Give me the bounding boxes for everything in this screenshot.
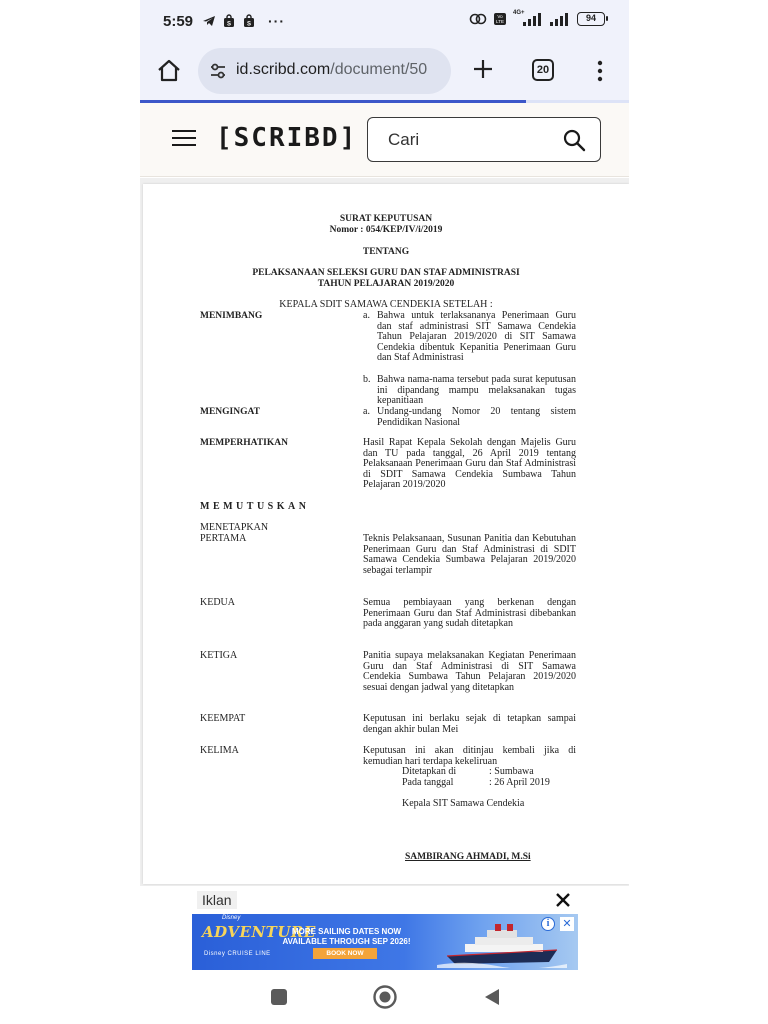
signature-date-key: Pada tanggal (402, 777, 454, 788)
doc-subject-line2: TAHUN PELAJARAN 2019/2020 (317, 279, 455, 289)
url-bar[interactable] (198, 48, 451, 94)
svg-text:LTE: LTE (496, 19, 504, 24)
menimbang-item-a (363, 311, 576, 364)
label-memperhatikan: MEMPERHATIKAN (200, 438, 288, 448)
tab-switcher-button[interactable]: 20 (532, 59, 554, 81)
network-type-label: 4G+ (513, 10, 525, 16)
pertama-text: Teknis Pelaksanaan, Susunan Panitia dan Kebutuhan Penerimaan Guru dan Staf Administrasi di SDIT Samawa Cendekia Sumbawa Pelajaran 2019/2020 sebagai terlampir (363, 533, 576, 576)
kedua-text: Semua pembiayaan yang berkenan dengan Penerimaan Guru dan Staf Administrasi dibebankan pada anggaran yang sudah ditetapkan (363, 597, 576, 630)
keempat-text: Keputusan ini berlaku sejak di tetapkan sampai dengan akhir bulan Mei (363, 713, 576, 735)
ad-brand-top: Disney (222, 915, 241, 921)
recent-apps-icon[interactable] (271, 989, 287, 1005)
svg-text:Vo: Vo (497, 14, 503, 19)
item-text: Undang-undang Nomor 20 tentang sistem Pendidikan Nasional (377, 406, 576, 428)
signature-place-value: : Sumbawa (489, 766, 534, 777)
signature-role: Kepala SIT Samawa Cendekia (402, 798, 525, 809)
status-bar (140, 0, 629, 42)
system-navigation-bar (140, 972, 629, 1024)
ketiga-text: Panitia supaya melaksanakan Kegiatan Penerimaan Guru dan Staf Administrasi di SIT Samawa Cendekia Sumbawa Tahun Pelajaran 2019/2020 sesuai dengan jadwal yang ditetapkan (363, 650, 576, 693)
signature-name: SAMBIRANG AHMADI, M.Si (405, 852, 531, 862)
doc-intro: KEPALA SDIT SAMAWA CENDEKIA SETELAH : (279, 299, 493, 310)
site-settings-icon[interactable] (208, 61, 228, 81)
more-notifications-icon: ··· (268, 13, 285, 29)
hotspot-link-icon (469, 12, 487, 26)
home-button-icon[interactable] (372, 984, 398, 1010)
home-icon[interactable] (156, 58, 182, 84)
svg-text:S: S (246, 21, 252, 28)
search-placeholder: Cari (388, 130, 420, 149)
status-notification-icons (202, 13, 285, 29)
shopping-bag-icon-2 (242, 14, 256, 28)
new-tab-plus-icon[interactable] (472, 58, 494, 80)
label-pertama: PERTAMA (200, 533, 247, 544)
label-mengingat: MENGINGAT (200, 407, 260, 417)
ad-brand-sub: Disney CRUISE LINE (204, 951, 271, 957)
label-menimbang: MENIMBANG (200, 311, 263, 321)
menimbang-item-b (363, 375, 576, 407)
signature-date-value: : 26 April 2019 (489, 777, 550, 788)
doc-number: Nomor : 054/KEP/IV/i/2019 (329, 225, 443, 235)
item-number: a. (363, 406, 370, 417)
scribd-header (140, 103, 629, 177)
telegram-icon (202, 14, 216, 28)
ad-headline: MORE SAILING DATES NOW AVAILABLE THROUGH SEP 2026! (282, 927, 411, 946)
document-page (143, 184, 629, 884)
mengingat-item-a (363, 407, 576, 428)
signal-bars-icon (513, 12, 543, 26)
hamburger-menu-icon[interactable] (172, 130, 196, 148)
kelima-text: Keputusan ini akan ditinjau kembali jika di kemudian hari terdapa kekeliruan (363, 745, 576, 767)
item-text: Bahwa untuk terlaksananya Penerimaan Guru dan staf administrasi SIT Samawa Cendekia Tahun Pelajaran 2019/2020 di SIT Samawa Cendekia dibentuk Kepanitia Penerimaan Guru dan Staf Administrasi (377, 310, 576, 364)
item-text: Bahwa nama-nama tersebut pada surat keputusan ini dipandang mampu melaksanakan tugas kepanitiaan (377, 374, 576, 407)
ad-info-icon[interactable]: i (541, 917, 555, 931)
url-path: /document/50 (330, 61, 428, 78)
url-host: id.scribd.com (236, 61, 331, 78)
battery-indicator: 94 (577, 12, 605, 26)
ad-book-now-button[interactable]: BOOK NOW (313, 948, 377, 959)
browser-toolbar (140, 42, 629, 102)
overflow-menu-icon[interactable] (595, 60, 605, 82)
label-ketiga: KETIGA (200, 650, 238, 661)
item-number: b. (363, 374, 371, 385)
ad-container (140, 886, 629, 972)
ad-choices-close-icon[interactable]: ✕ (560, 917, 574, 931)
signal-strength-1 (513, 12, 543, 26)
item-number: a. (363, 310, 370, 321)
search-icon[interactable] (562, 128, 586, 152)
doc-subject-line1: PELAKSANAAN SELEKSI GURU DAN STAF ADMINISTRASI (252, 268, 520, 278)
label-menetapkan: MENETAPKAN (200, 522, 269, 533)
search-input[interactable] (367, 117, 601, 162)
doc-title: SURAT KEPUTUSAN (339, 214, 433, 224)
shopping-bag-icon (222, 14, 236, 28)
volte-icon (493, 12, 507, 26)
back-icon[interactable] (483, 988, 501, 1006)
label-keempat: KEEMPAT (200, 713, 246, 724)
svg-text:S: S (226, 21, 232, 28)
signature-place-row (402, 767, 534, 778)
close-ad-icon[interactable] (554, 891, 572, 909)
doc-memutuskan: MEMUTUSKAN (200, 501, 310, 512)
signature-place-key: Ditetapkan di (402, 766, 457, 777)
status-system-icons (469, 12, 605, 26)
signal-bars-icon-2 (549, 12, 571, 26)
signature-date-row (402, 778, 550, 789)
scribd-logo[interactable]: [SCRIBD] (216, 123, 358, 153)
label-kedua: KEDUA (200, 597, 235, 608)
memperhatikan-text: Hasil Rapat Kepala Sekolah dengan Majelis Guru dan TU pada tanggal, 26 April 2019 tentang Pelaksanaan Penerimaan Guru dan Staf Administrasi di SDIT Samawa Cendekia Sumbawa Tahun Pelajaran 2019/2020 (363, 437, 576, 491)
status-time: 5:59 (163, 13, 194, 30)
doc-about: TENTANG (362, 247, 410, 257)
ad-banner[interactable] (192, 914, 578, 970)
url-text[interactable] (236, 61, 427, 79)
ad-brand: ADVENTURE (202, 923, 316, 941)
label-kelima: KELIMA (200, 745, 239, 756)
ad-label: Iklan (197, 891, 237, 909)
phone-screen (140, 0, 629, 1024)
document-viewer[interactable] (140, 178, 629, 886)
